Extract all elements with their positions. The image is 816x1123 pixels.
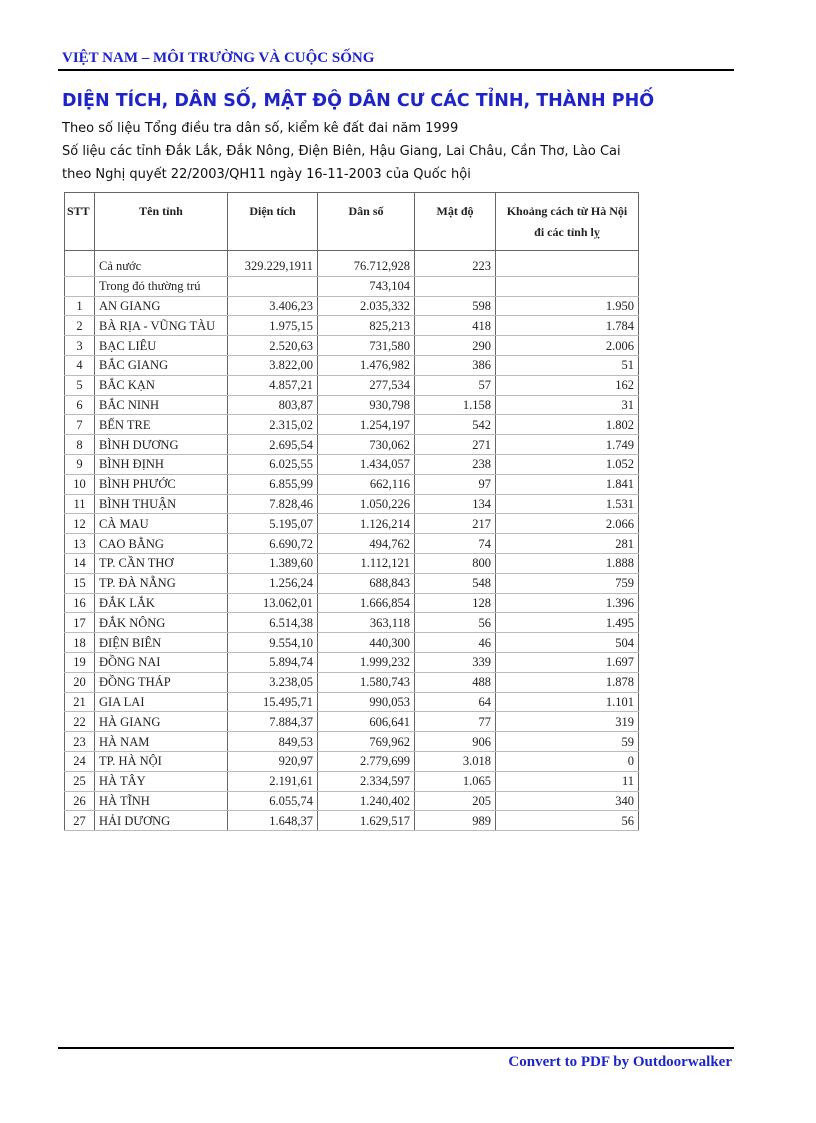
cell-distance: 1.495 <box>496 613 639 633</box>
cell-density: 74 <box>415 534 496 554</box>
province-table <box>64 192 639 831</box>
cell-stt: 23 <box>65 732 95 752</box>
cell-area: 3.406,23 <box>228 296 318 316</box>
header-stt: STT <box>65 193 95 251</box>
table-row <box>65 593 639 613</box>
table-row <box>65 811 639 831</box>
cell-stt: 5 <box>65 375 95 395</box>
table-row <box>65 395 639 415</box>
cell-density: 989 <box>415 811 496 831</box>
cell-province-name: HÀ TÂY <box>95 771 228 791</box>
table-row <box>65 454 639 474</box>
cell-province-name: HÀ NAM <box>95 732 228 752</box>
cell-area: 1.389,60 <box>228 553 318 573</box>
cell-population: 1.999,232 <box>318 652 415 672</box>
cell-population: 1.050,226 <box>318 494 415 514</box>
cell-province-name: BÀ RỊA - VŨNG TÀU <box>95 316 228 336</box>
cell-distance: 1.950 <box>496 296 639 316</box>
cell-distance <box>496 251 639 277</box>
cell-stt: 10 <box>65 474 95 494</box>
cell-density: 3.018 <box>415 751 496 771</box>
cell-population: 277,534 <box>318 375 415 395</box>
cell-province-name: BẠC LIÊU <box>95 336 228 356</box>
cell-province-name: AN GIANG <box>95 296 228 316</box>
intro-line-1: Theo số liệu Tổng điều tra dân số, kiểm kê đất đai năm 1999 <box>62 121 459 136</box>
cell-area: 4.857,21 <box>228 375 318 395</box>
cell-density: 57 <box>415 375 496 395</box>
table-row <box>65 375 639 395</box>
cell-area: 329.229,1911 <box>228 251 318 277</box>
cell-province-name: BẮC NINH <box>95 395 228 415</box>
cell-density: 542 <box>415 415 496 435</box>
cell-distance <box>496 276 639 296</box>
table-row <box>65 316 639 336</box>
cell-area: 6.514,38 <box>228 613 318 633</box>
cell-stt: 17 <box>65 613 95 633</box>
table-row <box>65 751 639 771</box>
cell-distance: 319 <box>496 712 639 732</box>
cell-stt: 18 <box>65 633 95 653</box>
table-header <box>65 193 639 251</box>
cell-density: 238 <box>415 454 496 474</box>
cell-province-name: TP. ĐÀ NẴNG <box>95 573 228 593</box>
cell-area: 2.695,54 <box>228 435 318 455</box>
header-area: Diện tích <box>228 193 318 251</box>
cell-area: 1.975,15 <box>228 316 318 336</box>
cell-distance: 1.697 <box>496 652 639 672</box>
intro-line-2: Số liệu các tỉnh Đắk Lắk, Đắk Nông, Điện Biên, Hậu Giang, Lai Châu, Cần Thơ, Lào Cai <box>62 144 621 159</box>
cell-population: 730,062 <box>318 435 415 455</box>
table-row <box>65 732 639 752</box>
table-header-row <box>65 193 639 251</box>
cell-population: 606,641 <box>318 712 415 732</box>
cell-province-name: HẢI DƯƠNG <box>95 811 228 831</box>
header-rule <box>58 69 734 71</box>
cell-area: 9.554,10 <box>228 633 318 653</box>
cell-stt: 6 <box>65 395 95 415</box>
cell-area: 7.884,37 <box>228 712 318 732</box>
table-row <box>65 534 639 554</box>
footer-text: Convert to PDF by Outdoorwalker <box>508 1054 732 1070</box>
cell-stt: 27 <box>65 811 95 831</box>
cell-density: 386 <box>415 355 496 375</box>
cell-distance: 1.531 <box>496 494 639 514</box>
cell-area: 6.025,55 <box>228 454 318 474</box>
cell-stt: 7 <box>65 415 95 435</box>
cell-distance: 1.749 <box>496 435 639 455</box>
cell-population: 1.629,517 <box>318 811 415 831</box>
cell-stt: 20 <box>65 672 95 692</box>
cell-population: 1.476,982 <box>318 355 415 375</box>
cell-area: 7.828,46 <box>228 494 318 514</box>
header-distance-line1: Khoảng cách từ Hà Nội <box>506 204 628 218</box>
cell-density: 56 <box>415 613 496 633</box>
cell-population: 494,762 <box>318 534 415 554</box>
cell-province-name: BẾN TRE <box>95 415 228 435</box>
cell-province-name: TP. HÀ NỘI <box>95 751 228 771</box>
cell-density: 488 <box>415 672 496 692</box>
cell-population: 76.712,928 <box>318 251 415 277</box>
cell-population: 2.035,332 <box>318 296 415 316</box>
table-row <box>65 276 639 296</box>
table-body <box>65 251 639 831</box>
cell-density: 134 <box>415 494 496 514</box>
cell-distance: 59 <box>496 732 639 752</box>
table-row <box>65 633 639 653</box>
cell-distance: 2.066 <box>496 514 639 534</box>
header-title: VIỆT NAM – MÔI TRƯỜNG VÀ CUỘC SỐNG <box>62 50 375 66</box>
cell-population: 1.254,197 <box>318 415 415 435</box>
cell-province-name: ĐIỆN BIÊN <box>95 633 228 653</box>
header-density: Mật độ <box>415 193 496 251</box>
cell-population: 662,116 <box>318 474 415 494</box>
cell-stt: 1 <box>65 296 95 316</box>
cell-distance: 2.006 <box>496 336 639 356</box>
cell-density: 97 <box>415 474 496 494</box>
cell-population: 440,300 <box>318 633 415 653</box>
cell-stt: 26 <box>65 791 95 811</box>
cell-stt: 2 <box>65 316 95 336</box>
cell-stt: 14 <box>65 553 95 573</box>
cell-province-name: GIA LAI <box>95 692 228 712</box>
table-row <box>65 573 639 593</box>
cell-density: 205 <box>415 791 496 811</box>
cell-stt: 22 <box>65 712 95 732</box>
table-row <box>65 791 639 811</box>
cell-distance: 281 <box>496 534 639 554</box>
cell-area: 803,87 <box>228 395 318 415</box>
cell-stt: 19 <box>65 652 95 672</box>
cell-distance: 1.784 <box>496 316 639 336</box>
cell-area: 3.238,05 <box>228 672 318 692</box>
cell-density: 271 <box>415 435 496 455</box>
table-row <box>65 474 639 494</box>
cell-stt: 24 <box>65 751 95 771</box>
cell-density: 223 <box>415 251 496 277</box>
table-row <box>65 251 639 277</box>
cell-distance: 1.052 <box>496 454 639 474</box>
table-row <box>65 336 639 356</box>
header-name: Tên tỉnh <box>95 193 228 251</box>
intro-line-3: theo Nghị quyết 22/2003/QH11 ngày 16-11-2003 của Quốc hội <box>62 167 471 182</box>
cell-distance: 759 <box>496 573 639 593</box>
cell-density: 1.065 <box>415 771 496 791</box>
cell-density: 1.158 <box>415 395 496 415</box>
cell-density: 800 <box>415 553 496 573</box>
cell-area: 2.520,63 <box>228 336 318 356</box>
cell-density: 64 <box>415 692 496 712</box>
cell-population: 743,104 <box>318 276 415 296</box>
cell-stt: 13 <box>65 534 95 554</box>
cell-area: 2.315,02 <box>228 415 318 435</box>
cell-density: 598 <box>415 296 496 316</box>
cell-stt: 8 <box>65 435 95 455</box>
cell-province-name: BÌNH PHƯỚC <box>95 474 228 494</box>
cell-population: 1.666,854 <box>318 593 415 613</box>
cell-stt: 21 <box>65 692 95 712</box>
cell-province-name: Cả nước <box>95 251 228 277</box>
cell-area <box>228 276 318 296</box>
cell-distance: 162 <box>496 375 639 395</box>
cell-population: 825,213 <box>318 316 415 336</box>
cell-stt: 11 <box>65 494 95 514</box>
cell-stt: 9 <box>65 454 95 474</box>
cell-stt: 4 <box>65 355 95 375</box>
cell-population: 2.334,597 <box>318 771 415 791</box>
table-row <box>65 355 639 375</box>
table-row <box>65 692 639 712</box>
cell-distance: 1.841 <box>496 474 639 494</box>
cell-population: 1.580,743 <box>318 672 415 692</box>
cell-province-name: BÌNH DƯƠNG <box>95 435 228 455</box>
cell-province-name: ĐẮK LẮK <box>95 593 228 613</box>
cell-density: 46 <box>415 633 496 653</box>
footer-rule <box>58 1047 734 1049</box>
cell-province-name: BẮC GIANG <box>95 355 228 375</box>
cell-province-name: ĐỒNG THÁP <box>95 672 228 692</box>
table-row <box>65 652 639 672</box>
cell-population: 1.434,057 <box>318 454 415 474</box>
cell-area: 1.256,24 <box>228 573 318 593</box>
cell-province-name: ĐẮK NÔNG <box>95 613 228 633</box>
cell-area: 13.062,01 <box>228 593 318 613</box>
cell-province-name: TP. CẦN THƠ <box>95 553 228 573</box>
document-title: DIỆN TÍCH, DÂN SỐ, MẬT ĐỘ DÂN CƯ CÁC TỈNH, THÀNH PHỐ <box>62 91 655 111</box>
cell-population: 990,053 <box>318 692 415 712</box>
cell-province-name: HÀ TĨNH <box>95 791 228 811</box>
cell-area: 849,53 <box>228 732 318 752</box>
cell-stt: 15 <box>65 573 95 593</box>
cell-distance: 1.878 <box>496 672 639 692</box>
cell-stt: 12 <box>65 514 95 534</box>
cell-population: 769,962 <box>318 732 415 752</box>
cell-stt <box>65 251 95 277</box>
cell-province-name: BẮC KẠN <box>95 375 228 395</box>
cell-density: 128 <box>415 593 496 613</box>
cell-area: 6.055,74 <box>228 791 318 811</box>
cell-distance: 1.802 <box>496 415 639 435</box>
cell-density: 290 <box>415 336 496 356</box>
cell-area: 3.822,00 <box>228 355 318 375</box>
header-distance-line2: đi các tỉnh lỵ <box>534 225 600 239</box>
table-row <box>65 712 639 732</box>
table-row <box>65 435 639 455</box>
header-population: Dân số <box>318 193 415 251</box>
cell-stt: 25 <box>65 771 95 791</box>
cell-area: 5.894,74 <box>228 652 318 672</box>
table-row <box>65 415 639 435</box>
table-row <box>65 514 639 534</box>
cell-province-name: BÌNH ĐỊNH <box>95 454 228 474</box>
header-distance <box>496 193 639 251</box>
cell-area: 6.690,72 <box>228 534 318 554</box>
cell-population: 688,843 <box>318 573 415 593</box>
cell-population: 930,798 <box>318 395 415 415</box>
cell-population: 731,580 <box>318 336 415 356</box>
cell-stt: 16 <box>65 593 95 613</box>
cell-density <box>415 276 496 296</box>
table-row <box>65 771 639 791</box>
cell-population: 2.779,699 <box>318 751 415 771</box>
table-row <box>65 553 639 573</box>
cell-area: 6.855,99 <box>228 474 318 494</box>
cell-province-name: HÀ GIANG <box>95 712 228 732</box>
cell-area: 2.191,61 <box>228 771 318 791</box>
table-row <box>65 672 639 692</box>
table-row <box>65 494 639 514</box>
cell-province-name: CAO BẰNG <box>95 534 228 554</box>
cell-area: 920,97 <box>228 751 318 771</box>
cell-density: 77 <box>415 712 496 732</box>
cell-area: 1.648,37 <box>228 811 318 831</box>
cell-stt: 3 <box>65 336 95 356</box>
cell-density: 418 <box>415 316 496 336</box>
cell-distance: 31 <box>496 395 639 415</box>
cell-area: 5.195,07 <box>228 514 318 534</box>
cell-population: 1.112,121 <box>318 553 415 573</box>
cell-distance: 51 <box>496 355 639 375</box>
cell-density: 906 <box>415 732 496 752</box>
cell-province-name: BÌNH THUẬN <box>95 494 228 514</box>
cell-distance: 0 <box>496 751 639 771</box>
cell-distance: 56 <box>496 811 639 831</box>
cell-area: 15.495,71 <box>228 692 318 712</box>
cell-distance: 1.396 <box>496 593 639 613</box>
cell-province-name: CÀ MAU <box>95 514 228 534</box>
cell-population: 363,118 <box>318 613 415 633</box>
cell-population: 1.126,214 <box>318 514 415 534</box>
cell-density: 339 <box>415 652 496 672</box>
cell-density: 217 <box>415 514 496 534</box>
cell-distance: 11 <box>496 771 639 791</box>
cell-distance: 340 <box>496 791 639 811</box>
cell-province-name: Trong đó thường trú <box>95 276 228 296</box>
province-table-container <box>64 192 639 831</box>
table-row <box>65 613 639 633</box>
cell-stt <box>65 276 95 296</box>
cell-distance: 1.888 <box>496 553 639 573</box>
cell-distance: 504 <box>496 633 639 653</box>
table-row <box>65 296 639 316</box>
cell-distance: 1.101 <box>496 692 639 712</box>
cell-density: 548 <box>415 573 496 593</box>
cell-province-name: ĐỒNG NAI <box>95 652 228 672</box>
cell-population: 1.240,402 <box>318 791 415 811</box>
